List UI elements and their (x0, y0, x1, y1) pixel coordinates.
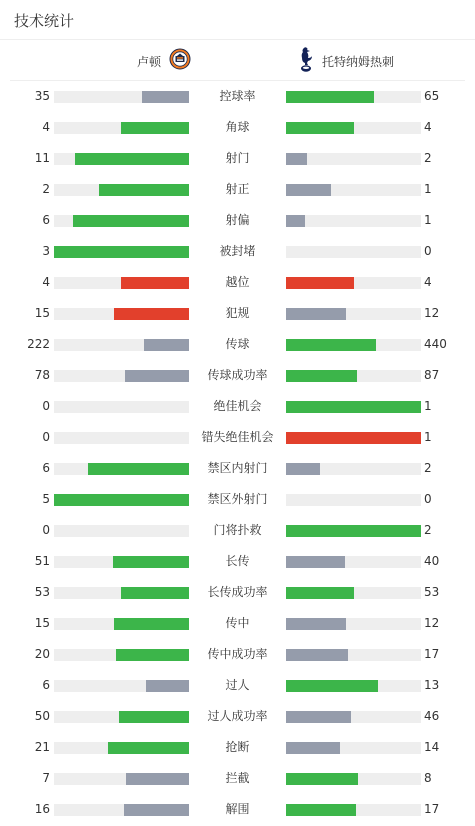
home-stat-value: 35 (34, 89, 50, 103)
stat-label: 传中 (225, 616, 250, 630)
stat-row (0, 112, 475, 143)
stat-label: 射门 (225, 151, 250, 165)
home-stat-value: 0 (42, 399, 50, 413)
stat-row (0, 422, 475, 453)
away-stat-bar-fill (286, 463, 320, 475)
home-stat-bar (54, 463, 189, 475)
stat-row (0, 608, 475, 639)
home-stat-value: 50 (34, 709, 50, 723)
away-stat-bar (286, 153, 421, 165)
away-stat-bar-fill (286, 618, 346, 630)
home-stat-value: 78 (34, 368, 50, 382)
stat-label: 门将扑救 (213, 523, 262, 537)
home-stat-bar-fill (142, 91, 189, 103)
tottenham-cockerel-icon (297, 46, 315, 76)
home-stat-value: 16 (34, 802, 50, 816)
away-team-name: 托特纳姆热刺 (322, 54, 395, 69)
away-stat-bar-fill (286, 277, 354, 289)
away-stat-bar-fill (286, 525, 421, 537)
home-stat-value: 4 (42, 120, 50, 134)
home-stat-bar (54, 711, 189, 723)
stat-row (0, 670, 475, 701)
stat-row (0, 360, 475, 391)
away-stat-bar-fill (286, 215, 305, 227)
away-stat-bar (286, 649, 421, 661)
away-stat-bar-fill (286, 401, 421, 413)
stat-row (0, 577, 475, 608)
home-stat-bar (54, 525, 189, 537)
home-stat-value: 0 (42, 523, 50, 537)
stat-row (0, 484, 475, 515)
stat-label: 射正 (225, 182, 250, 196)
home-stat-bar-fill (119, 711, 189, 723)
away-stat-value: 13 (424, 678, 440, 692)
away-stat-value: 12 (424, 616, 440, 630)
away-stat-bar-fill (286, 184, 331, 196)
stat-label: 过人 (225, 678, 250, 692)
away-stat-bar (286, 91, 421, 103)
stat-row (0, 143, 475, 174)
home-stat-bar-fill (88, 463, 189, 475)
stat-row (0, 298, 475, 329)
away-stat-value: 2 (424, 523, 432, 537)
away-stat-value: 46 (424, 709, 440, 723)
home-stat-bar-fill (116, 649, 189, 661)
stat-row (0, 515, 475, 546)
home-stat-value: 53 (34, 585, 50, 599)
home-stat-bar-fill (114, 308, 189, 320)
home-stat-bar (54, 91, 189, 103)
home-stat-bar-fill (126, 773, 189, 785)
away-stat-bar (286, 804, 421, 816)
away-stat-bar-fill (286, 91, 374, 103)
stat-label: 解围 (225, 802, 250, 816)
home-stat-bar (54, 773, 189, 785)
home-stat-bar (54, 680, 189, 692)
home-team-name: 卢顿 (137, 54, 162, 69)
away-stat-value: 12 (424, 306, 440, 320)
away-stat-bar (286, 773, 421, 785)
home-stat-bar-fill (121, 587, 189, 599)
home-stat-bar-fill (125, 370, 189, 382)
away-stat-value: 8 (424, 771, 432, 785)
away-stat-bar (286, 742, 421, 754)
away-stat-value: 87 (424, 368, 440, 382)
away-stat-bar-fill (286, 556, 345, 568)
home-stat-bar (54, 184, 189, 196)
home-stat-bar (54, 618, 189, 630)
home-stat-value: 6 (42, 461, 50, 475)
home-stat-bar-fill (108, 742, 189, 754)
home-stat-bar-fill (99, 184, 189, 196)
away-stat-value: 4 (424, 120, 432, 134)
away-stat-bar (286, 401, 421, 413)
home-stat-bar (54, 432, 189, 444)
stat-label: 绝佳机会 (213, 399, 262, 413)
luton-town-crest-icon (169, 48, 191, 74)
stat-row (0, 391, 475, 422)
away-stat-bar (286, 711, 421, 723)
home-stat-bar-fill (54, 494, 189, 506)
stat-row (0, 453, 475, 484)
home-stat-value: 2 (42, 182, 50, 196)
home-stat-value: 6 (42, 678, 50, 692)
home-stat-value: 3 (42, 244, 50, 258)
away-stat-bar (286, 618, 421, 630)
home-stat-value: 15 (34, 306, 50, 320)
home-stat-value: 51 (34, 554, 50, 568)
home-stat-bar-fill (73, 215, 189, 227)
home-stat-bar-fill (75, 153, 189, 165)
stat-row (0, 267, 475, 298)
away-stat-value: 53 (424, 585, 440, 599)
home-stat-value: 0 (42, 430, 50, 444)
away-stat-bar-fill (286, 308, 346, 320)
stat-label: 长传成功率 (207, 585, 268, 599)
away-stat-bar-fill (286, 711, 351, 723)
away-stat-bar (286, 494, 421, 506)
away-stat-bar-fill (286, 773, 358, 785)
stats-header (0, 0, 475, 40)
away-stat-bar-fill (286, 432, 421, 444)
stat-row (0, 236, 475, 267)
away-stat-value: 4 (424, 275, 432, 289)
away-stat-value: 1 (424, 213, 432, 227)
stat-row (0, 205, 475, 236)
away-stat-value: 2 (424, 151, 432, 165)
home-stat-bar (54, 277, 189, 289)
stat-label: 禁区内射门 (207, 461, 268, 475)
away-stat-value: 440 (424, 337, 447, 351)
home-stat-bar (54, 122, 189, 134)
away-stat-bar (286, 215, 421, 227)
away-stat-bar (286, 339, 421, 351)
home-stat-bar (54, 153, 189, 165)
stat-row (0, 701, 475, 732)
away-stat-value: 17 (424, 647, 440, 661)
home-stat-value: 20 (34, 647, 50, 661)
home-stat-bar-fill (144, 339, 189, 351)
home-team (137, 50, 191, 72)
stat-label: 传球 (225, 337, 250, 351)
stat-label: 传球成功率 (207, 368, 268, 382)
home-stat-bar-fill (54, 246, 189, 258)
home-stat-bar-fill (124, 804, 189, 816)
home-stat-bar (54, 401, 189, 413)
away-stat-value: 1 (424, 182, 432, 196)
home-stat-bar-fill (146, 680, 189, 692)
stat-row (0, 794, 475, 825)
page-title: 技术统计 (14, 12, 75, 30)
away-stat-value: 40 (424, 554, 440, 568)
home-stat-bar (54, 494, 189, 506)
away-stat-bar (286, 556, 421, 568)
away-stat-bar (286, 680, 421, 692)
away-stat-value: 17 (424, 802, 440, 816)
stat-label: 被封堵 (219, 244, 256, 258)
home-stat-bar-fill (113, 556, 189, 568)
home-stat-bar (54, 246, 189, 258)
home-stat-bar-fill (121, 122, 189, 134)
home-stat-bar (54, 370, 189, 382)
home-stat-bar (54, 215, 189, 227)
away-stat-bar (286, 184, 421, 196)
away-stat-bar (286, 587, 421, 599)
away-stat-bar-fill (286, 742, 340, 754)
teams-row (10, 41, 465, 81)
stat-row (0, 174, 475, 205)
home-stat-bar (54, 308, 189, 320)
home-stat-value: 5 (42, 492, 50, 506)
stat-row (0, 639, 475, 670)
away-stat-value: 1 (424, 399, 432, 413)
away-stat-bar (286, 277, 421, 289)
away-stat-value: 14 (424, 740, 440, 754)
home-stat-bar (54, 742, 189, 754)
away-stat-bar-fill (286, 122, 354, 134)
stat-row (0, 81, 475, 112)
away-stat-bar-fill (286, 587, 354, 599)
stat-label: 控球率 (219, 89, 256, 103)
away-stat-bar (286, 525, 421, 537)
home-stat-bar-fill (114, 618, 189, 630)
stat-label: 长传 (225, 554, 250, 568)
stat-row (0, 732, 475, 763)
away-stat-bar-fill (286, 153, 307, 165)
home-stat-value: 6 (42, 213, 50, 227)
home-stat-bar (54, 556, 189, 568)
away-stat-value: 0 (424, 244, 432, 258)
away-stat-bar (286, 432, 421, 444)
home-stat-value: 21 (34, 740, 50, 754)
away-stat-bar (286, 246, 421, 258)
away-stat-value: 1 (424, 430, 432, 444)
stat-label: 越位 (225, 275, 250, 289)
home-stat-value: 15 (34, 616, 50, 630)
stat-row (0, 329, 475, 360)
stat-label: 传中成功率 (207, 647, 268, 661)
home-stat-value: 4 (42, 275, 50, 289)
away-stat-bar (286, 122, 421, 134)
home-stat-bar-fill (121, 277, 189, 289)
stat-row (0, 763, 475, 794)
stat-label: 拦截 (225, 771, 250, 785)
stat-label: 抢断 (225, 740, 250, 754)
stat-label: 角球 (225, 120, 250, 134)
away-stat-bar-fill (286, 804, 356, 816)
home-stat-bar (54, 649, 189, 661)
away-stat-bar (286, 308, 421, 320)
away-stat-bar (286, 370, 421, 382)
stat-label: 错失绝佳机会 (201, 430, 274, 444)
stat-label: 过人成功率 (207, 709, 268, 723)
away-stat-bar-fill (286, 649, 348, 661)
stat-row (0, 546, 475, 577)
stat-label: 禁区外射门 (207, 492, 268, 506)
stat-label: 射偏 (225, 213, 250, 227)
home-stat-value: 222 (27, 337, 50, 351)
away-stat-bar-fill (286, 370, 357, 382)
away-stat-bar-fill (286, 680, 378, 692)
stat-label: 犯规 (225, 306, 250, 320)
home-stat-bar (54, 804, 189, 816)
home-stat-value: 7 (42, 771, 50, 785)
away-stat-value: 65 (424, 89, 440, 103)
home-stat-bar (54, 587, 189, 599)
away-stat-value: 2 (424, 461, 432, 475)
away-stat-bar-fill (286, 339, 376, 351)
home-stat-value: 11 (34, 151, 50, 165)
away-stat-bar (286, 463, 421, 475)
home-stat-bar (54, 339, 189, 351)
away-team (297, 48, 394, 74)
away-stat-value: 0 (424, 492, 432, 506)
